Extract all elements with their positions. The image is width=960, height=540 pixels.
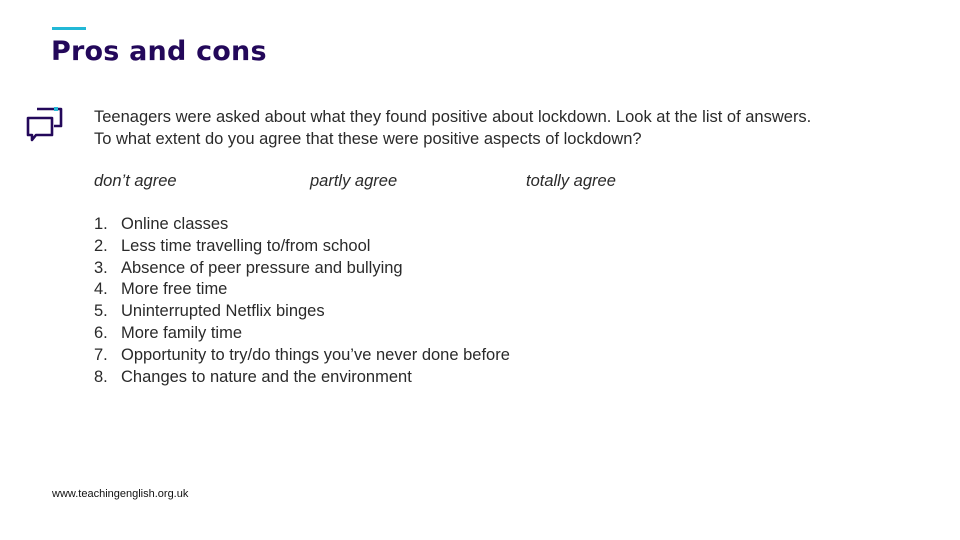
list-item xyxy=(94,279,510,301)
item-number: 5. xyxy=(94,302,108,321)
item-number: 2. xyxy=(94,236,108,255)
item-number: 7. xyxy=(94,345,108,364)
footer-url: www.teachingenglish.org.uk xyxy=(52,488,189,500)
item-text: More family time xyxy=(121,323,243,342)
instructions-line-1: Teenagers were asked about what they found positive about lockdown. Look at the list of answers. xyxy=(94,108,812,126)
scale-label-totally-agree: totally agree xyxy=(526,172,616,190)
list-item xyxy=(94,345,510,367)
item-text: Uninterrupted Netflix binges xyxy=(121,302,325,321)
instructions xyxy=(94,106,934,150)
item-text: Opportunity to try/do things you’ve never done before xyxy=(121,345,510,364)
scale-label-partly-agree: partly agree xyxy=(310,172,398,190)
list-item xyxy=(94,301,510,323)
list-item xyxy=(94,236,510,258)
list-item xyxy=(94,323,510,345)
answers-list xyxy=(94,214,510,388)
item-number: 4. xyxy=(94,280,108,299)
page-title: Pros and cons xyxy=(51,36,267,67)
list-item xyxy=(94,214,510,236)
list-item xyxy=(94,367,510,389)
item-text: Changes to nature and the environment xyxy=(121,367,412,386)
scale-label-dont-agree: don’t agree xyxy=(94,172,177,190)
item-text: Online classes xyxy=(121,215,229,233)
instructions-line-2: To what extent do you agree that these were positive aspects of lockdown? xyxy=(94,130,642,148)
title-accent-bar xyxy=(52,27,86,30)
list-item xyxy=(94,258,510,280)
item-text: More free time xyxy=(121,280,228,299)
item-number: 8. xyxy=(94,367,108,386)
item-text: Absence of peer pressure and bullying xyxy=(121,258,403,277)
item-number: 3. xyxy=(94,258,108,277)
item-number: 6. xyxy=(94,323,108,342)
item-text: Less time travelling to/from school xyxy=(121,236,371,255)
item-number: 1. xyxy=(94,215,108,233)
discussion-icon xyxy=(25,106,65,146)
